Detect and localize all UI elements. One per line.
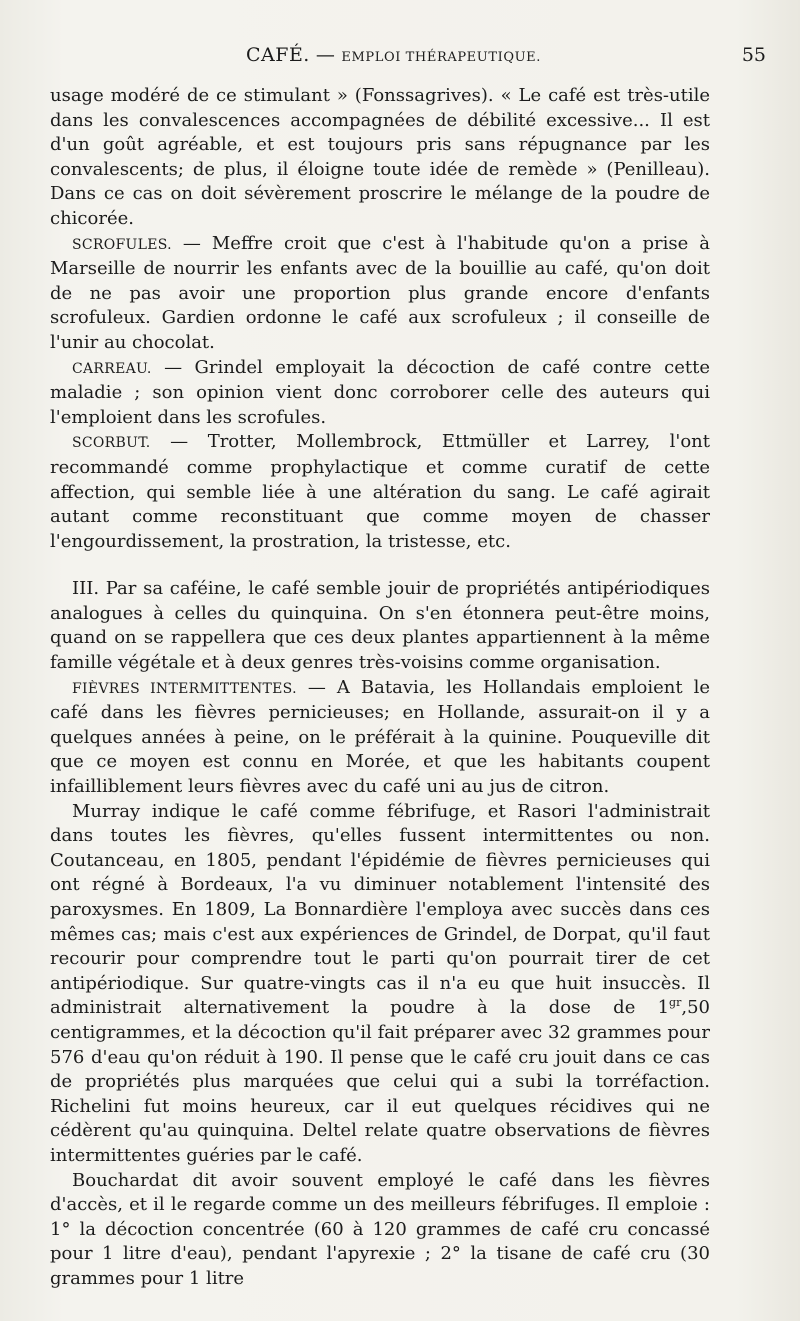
paragraph-murray-text-b: ,50 centigrammes, et la décoction qu'il fait préparer avec 32 grammes pour 576 d'eau qu'on réduit à 190. Il pense que le café cru jouit dans ce cas de propriétés plus marquées que celui qui a subi la torréfaction. Richelini fut moins heureux, car il eut quelques récidives qui ne cédèrent qu'au quinquina. Deltel relate quatre observations de fièvres intermittentes guéries par le café. xyxy=(50,997,710,1166)
paragraph-scrofules-text: — Meffre croit que c'est à l'habitude qu'on a prise à Marseille de nourrir les enfants avec de la bouillie au café, qu'on doit de ne pas avoir une proportion plus grande encore d'enfants scrofuleux. Gardien ordonne le café aux scrofuleux ; il conseille de l'unir au chocolat. xyxy=(50,232,710,353)
paragraph-bouchardat: Bouchardat dit avoir souvent employé le café dans les fièvres d'accès, et il le regarde comme un des meilleurs fébrifuges. Il emploie : 1° la décoction concentrée (60 à 120 grammes de café cru concassé pour 1 litre d'eau), pendant l'apyrexie ; 2° la tisane de café cru (30 grammes pour 1 litre xyxy=(50,1169,710,1289)
paragraph-convalescence: usage modéré de ce stimulant » (Fonssagrives). « Le café est très-utile dans les convalescences accompagnées de débilité excessive... Il est d'un goût agréable, et est toujours pris sans répugnance par les convalescents; de plus, il éloigne toute idée de remède » (Penilleau). Dans ce cas on doit sévèrement proscrire le mélange de la poudre de chicorée. xyxy=(50,85,710,229)
dose-unit-superscript: gr xyxy=(669,996,682,1010)
paragraph-murray xyxy=(50,800,710,1169)
paragraph-carreau xyxy=(50,356,710,431)
paragraph-carreau-text: — Grindel employait la décoction de café contre cette maladie ; son opinion vient donc corroborer celle des auteurs qui l'emploient dans les scrofules. xyxy=(50,356,710,428)
section-label-scrofules: SCROFULES. xyxy=(72,236,172,253)
section-label-carreau: CARREAU. xyxy=(72,360,152,377)
header-dash: — xyxy=(315,44,336,66)
body-text xyxy=(50,84,710,1292)
running-header xyxy=(50,44,766,74)
header-title: CAFÉ. xyxy=(246,44,310,66)
section-label-fievres: FIÈVRES INTERMITTENTES. xyxy=(72,680,297,697)
paragraph-murray-text-a: Murray indique le café comme fébrifuge, et Rasori l'administrait dans toutes les fièvres, qu'elles fussent intermittentes ou non. Coutanceau, en 1805, pendant l'épidémie de fièvres pernicieuses qui ont régné à Bordeaux, l'a vu diminuer notablement l'intensité des paroxysmes. En 1809, La Bonnardière l'employa avec succès dans ces mêmes cas; mais c'est aux expériences de Grindel, de Dorpat, qu'il faut recourir pour comprendre tout le parti qu'on pourrait tirer de cet antipériodique. Sur quatre-vingts cas il n'a eu que huit insuccès. Il administrait alternativement la poudre à la dose de 1 xyxy=(50,800,710,1019)
section-gap xyxy=(50,554,710,577)
paragraph-scorbut xyxy=(50,430,710,554)
paragraph-scorbut-text: — Trotter, Mollembrock, Ettmüller et Larrey, l'ont recommandé comme prophylactique et comme curatif de cette affection, qui semble liée à une altération du sang. Le café agirait autant comme reconstituant que comme moyen de chasser l'engourdissement, la prostration, la tristesse, etc. xyxy=(50,431,710,552)
paragraph-antiperiodic: III. Par sa caféine, le café semble jouir de propriétés antipériodiques analogues à celles du quinquina. On s'en étonnera peut-être moins, quand on se rappellera que ces deux plantes appartiennent à la même famille végétale et à deux genres très-voisins comme organisation. xyxy=(50,578,710,674)
paragraph-fievres-text: — A Batavia, les Hollandais emploient le café dans les fièvres pernicieuses; en Hollande, assurait-on il y a quelques années à peine, on le préférait à la quinine. Pouqueville dit que ce moyen est connu en Morée, et que les habitants coupent infailliblement leurs fièvres avec du café uni au jus de citron. xyxy=(50,676,710,798)
page-number: 55 xyxy=(741,44,766,66)
paragraph-scrofules xyxy=(50,232,710,356)
header-subtitle: EMPLOI THÉRAPEUTIQUE. xyxy=(341,50,541,65)
section-label-scorbut: SCORBUT. xyxy=(72,435,151,452)
running-title xyxy=(246,44,541,66)
paragraph-fievres xyxy=(50,676,710,800)
